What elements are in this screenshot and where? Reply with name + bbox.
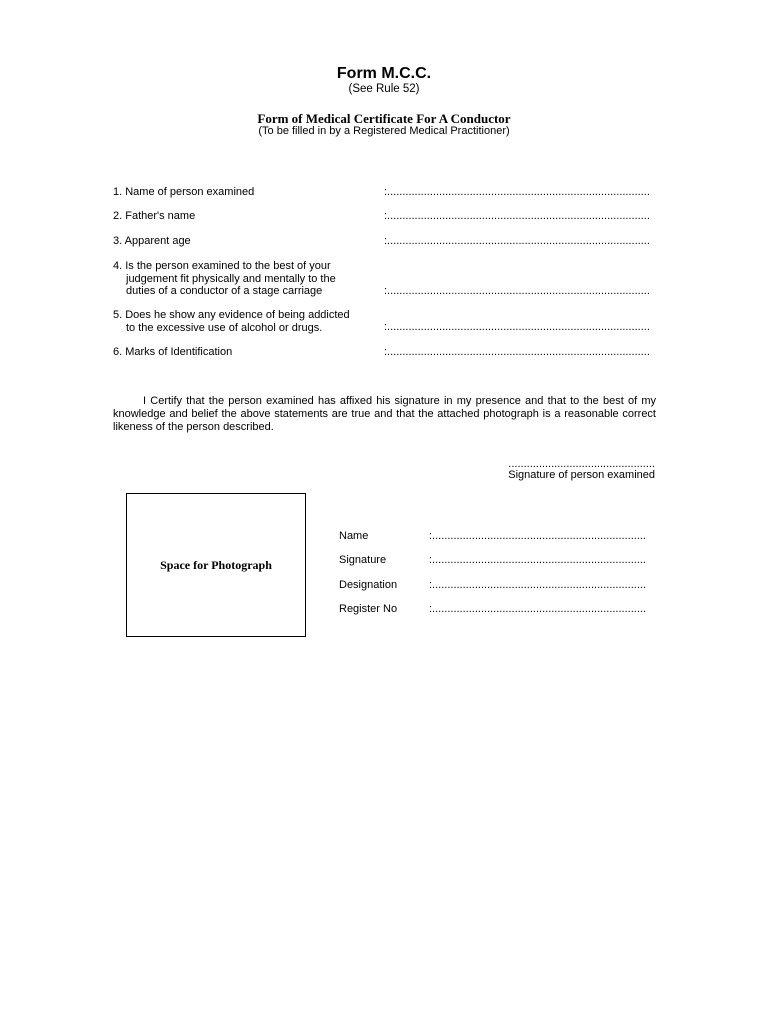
- question-4-line-3: duties of a conductor of a stage carriage: [126, 285, 323, 297]
- question-3-field[interactable]: :......................................................................................: [384, 235, 650, 247]
- certificate-subtitle: (To be filled in by a Registered Medical Practitioner): [258, 125, 510, 137]
- certification-text: I Certify that the person examined has affixed his signature in my presence and that to the best of my knowledge and belief the above statements are true and that the attached photograph is a reasonable correct likeness of the person described.: [113, 395, 656, 433]
- question-4-line-1: 4. Is the person examined to the best of your: [113, 260, 331, 272]
- doctor-designation-field[interactable]: :......................................................................: [429, 579, 646, 591]
- rule-reference: (See Rule 52): [348, 83, 420, 95]
- examinee-signature-line[interactable]: ................................................: [508, 458, 655, 470]
- question-4-label: [113, 260, 363, 298]
- examinee-signature-label: Signature of person examined: [508, 469, 655, 481]
- question-5-label: [113, 309, 363, 334]
- question-5-line-2: to the excessive use of alcohol or drugs.: [126, 321, 323, 334]
- question-6-label: 6. Marks of Identification: [113, 346, 233, 358]
- doctor-name-field[interactable]: :......................................................................: [429, 530, 646, 542]
- question-2-field[interactable]: :......................................................................................: [384, 210, 650, 222]
- question-6-field[interactable]: :......................................................................................: [384, 346, 650, 358]
- doctor-designation-label: Designation: [339, 579, 398, 591]
- photo-box: [126, 493, 306, 637]
- photo-label: Space for Photograph: [160, 557, 272, 572]
- doctor-register-field[interactable]: :......................................................................: [429, 603, 646, 615]
- certificate-title: Form of Medical Certificate For A Conductor: [257, 111, 511, 126]
- question-1-label: 1. Name of person examined: [113, 186, 255, 198]
- doctor-signature-label: Signature: [339, 554, 387, 566]
- question-5-field[interactable]: :......................................................................................: [384, 321, 650, 333]
- question-5-line-1: 5. Does he show any evidence of being addicted: [113, 309, 350, 321]
- doctor-register-label: Register No: [339, 603, 398, 615]
- question-2-label: 2. Father's name: [113, 210, 196, 222]
- doctor-signature-field[interactable]: :......................................................................: [429, 554, 646, 566]
- question-3-label: 3. Apparent age: [113, 235, 191, 247]
- question-4-field[interactable]: :......................................................................................: [384, 285, 650, 297]
- doctor-name-label: Name: [339, 530, 369, 542]
- question-4-line-2: judgement fit physically and mentally to the: [126, 272, 336, 285]
- form-title: Form M.C.C.: [336, 65, 432, 82]
- question-1-field[interactable]: :......................................................................................: [384, 186, 650, 198]
